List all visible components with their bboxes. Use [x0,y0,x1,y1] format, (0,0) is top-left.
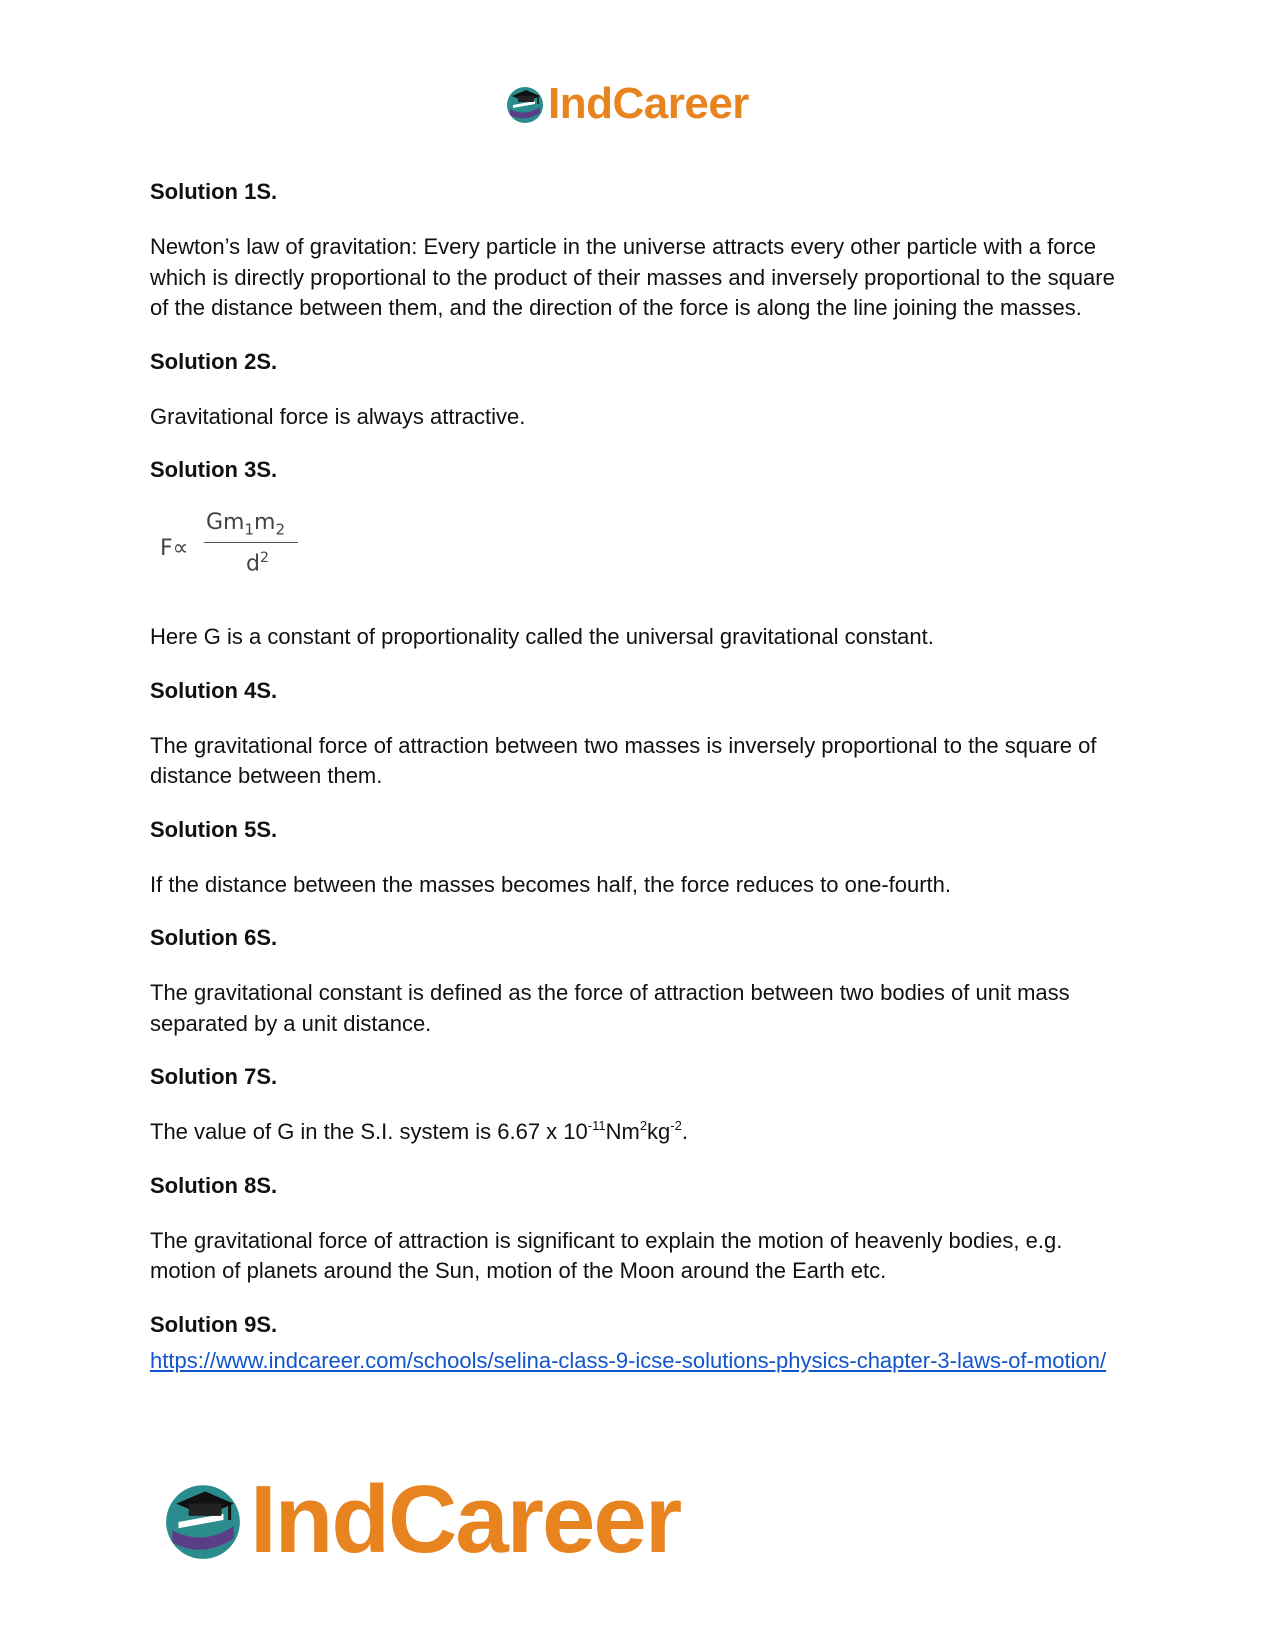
brand-name: IndCareer [548,79,749,128]
solution-heading: Solution 2S. [150,348,278,374]
solution-heading: Solution 3S. [150,457,278,482]
solution-heading: Solution 6S. [150,925,278,950]
solution-text: The value of G in the S.I. system is 6.67 x $10^{-11}Nm^2kg^{-2}$. [150,1118,688,1144]
graduation-cap-globe-icon [160,1477,246,1563]
footer-logo [160,1466,681,1573]
solution-heading: Solution 4S. [150,677,278,703]
solution-text: Here G is a constant of proportionality called the universal gravitational constant. [150,624,934,649]
formula-numerator: $Gm_1m_2$ [206,510,286,539]
header-logo [504,80,749,128]
solution-heading: Solution 7S. [150,1064,278,1089]
solutions-content [150,178,1130,1379]
solutions-link[interactable]: https://www.indcareer.com/schools/selina-class-9-icse-solutions-physics-chapter-3-laws-of-motion/ [150,1347,1107,1373]
solution-text: If the distance between the masses becomes half, the force reduces to one-fourth. [150,871,952,897]
solution-text: Newton’s law of gravitation: Every particle in the universe attracts every other particle with a force which is directly proportional to the product of their masses and inversely proportional to the square of the distance between them, and the direction of the force is along the line joining the masses. [150,234,1115,320]
brand-name: IndCareer [250,1466,681,1573]
solution-text: Gravitational force is always attractive. [150,403,526,429]
solution-heading: Solution 5S. [150,816,278,842]
solution-heading: Solution 9S. [150,1311,278,1337]
solution-text: The gravitational force of attraction between two masses is inversely proportional to the square of distance between them. [150,732,1097,788]
solution-heading: Solution 8S. [150,1172,278,1198]
graduation-cap-globe-icon [504,83,546,125]
solution-text: The gravitational force of attraction is significant to explain the motion of heavenly bodies, e.g. motion of planets around the Sun, motion of the Moon around the Earth etc. [150,1227,1063,1283]
formula-lhs: F∝ [160,536,189,561]
solution-heading: Solution 1S. [150,179,278,204]
fraction-bar [204,542,298,543]
gravitation-formula [160,510,1130,592]
solution-text: The gravitational constant is defined as the force of attraction between two bodies of unit mass separated by a unit distance. [150,980,1070,1036]
formula-denominator: $d^2$ [246,550,269,577]
